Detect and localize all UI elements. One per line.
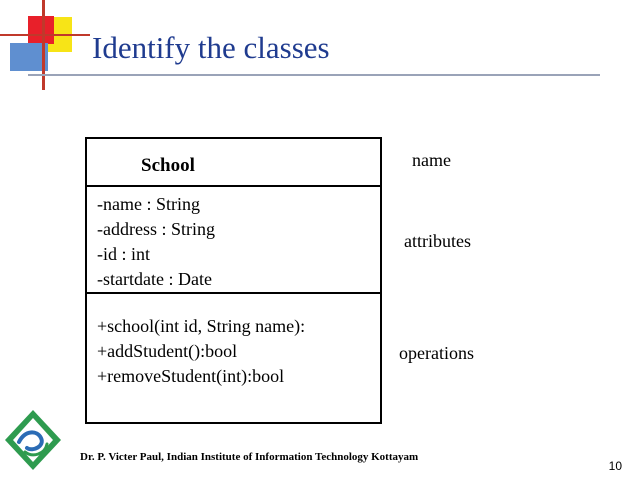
label-attributes: attributes <box>404 231 471 251</box>
attribute-item: -address : String <box>97 219 215 239</box>
page-number: 10 <box>608 459 622 473</box>
operations-section <box>87 294 380 422</box>
class-name: School <box>141 155 195 176</box>
uml-class-box <box>85 137 382 424</box>
operation-item: +addStudent():bool <box>97 341 238 361</box>
attribute-list <box>97 192 215 292</box>
deco-vertical-line <box>42 0 45 90</box>
class-name-section <box>87 139 380 187</box>
label-operations: operations <box>399 343 474 363</box>
footer-credit: Dr. P. Victer Paul, Indian Institute of Information Technology Kottayam <box>80 451 419 463</box>
operation-item: +removeStudent(int):bool <box>97 366 285 386</box>
operation-list <box>97 314 305 389</box>
slide-title: Identify the classes <box>92 30 330 65</box>
attributes-section <box>87 187 380 294</box>
institute-logo <box>3 408 63 478</box>
corner-decoration <box>0 0 90 90</box>
title-divider <box>28 74 600 76</box>
deco-horizontal-line <box>0 34 90 36</box>
label-name: name <box>412 150 451 170</box>
operation-item: +school(int id, String name): <box>97 316 306 336</box>
attribute-item: -name : String <box>97 194 200 214</box>
attribute-item: -id : int <box>97 244 150 264</box>
attribute-item: -startdate : Date <box>97 269 212 289</box>
deco-red-square <box>28 16 54 44</box>
